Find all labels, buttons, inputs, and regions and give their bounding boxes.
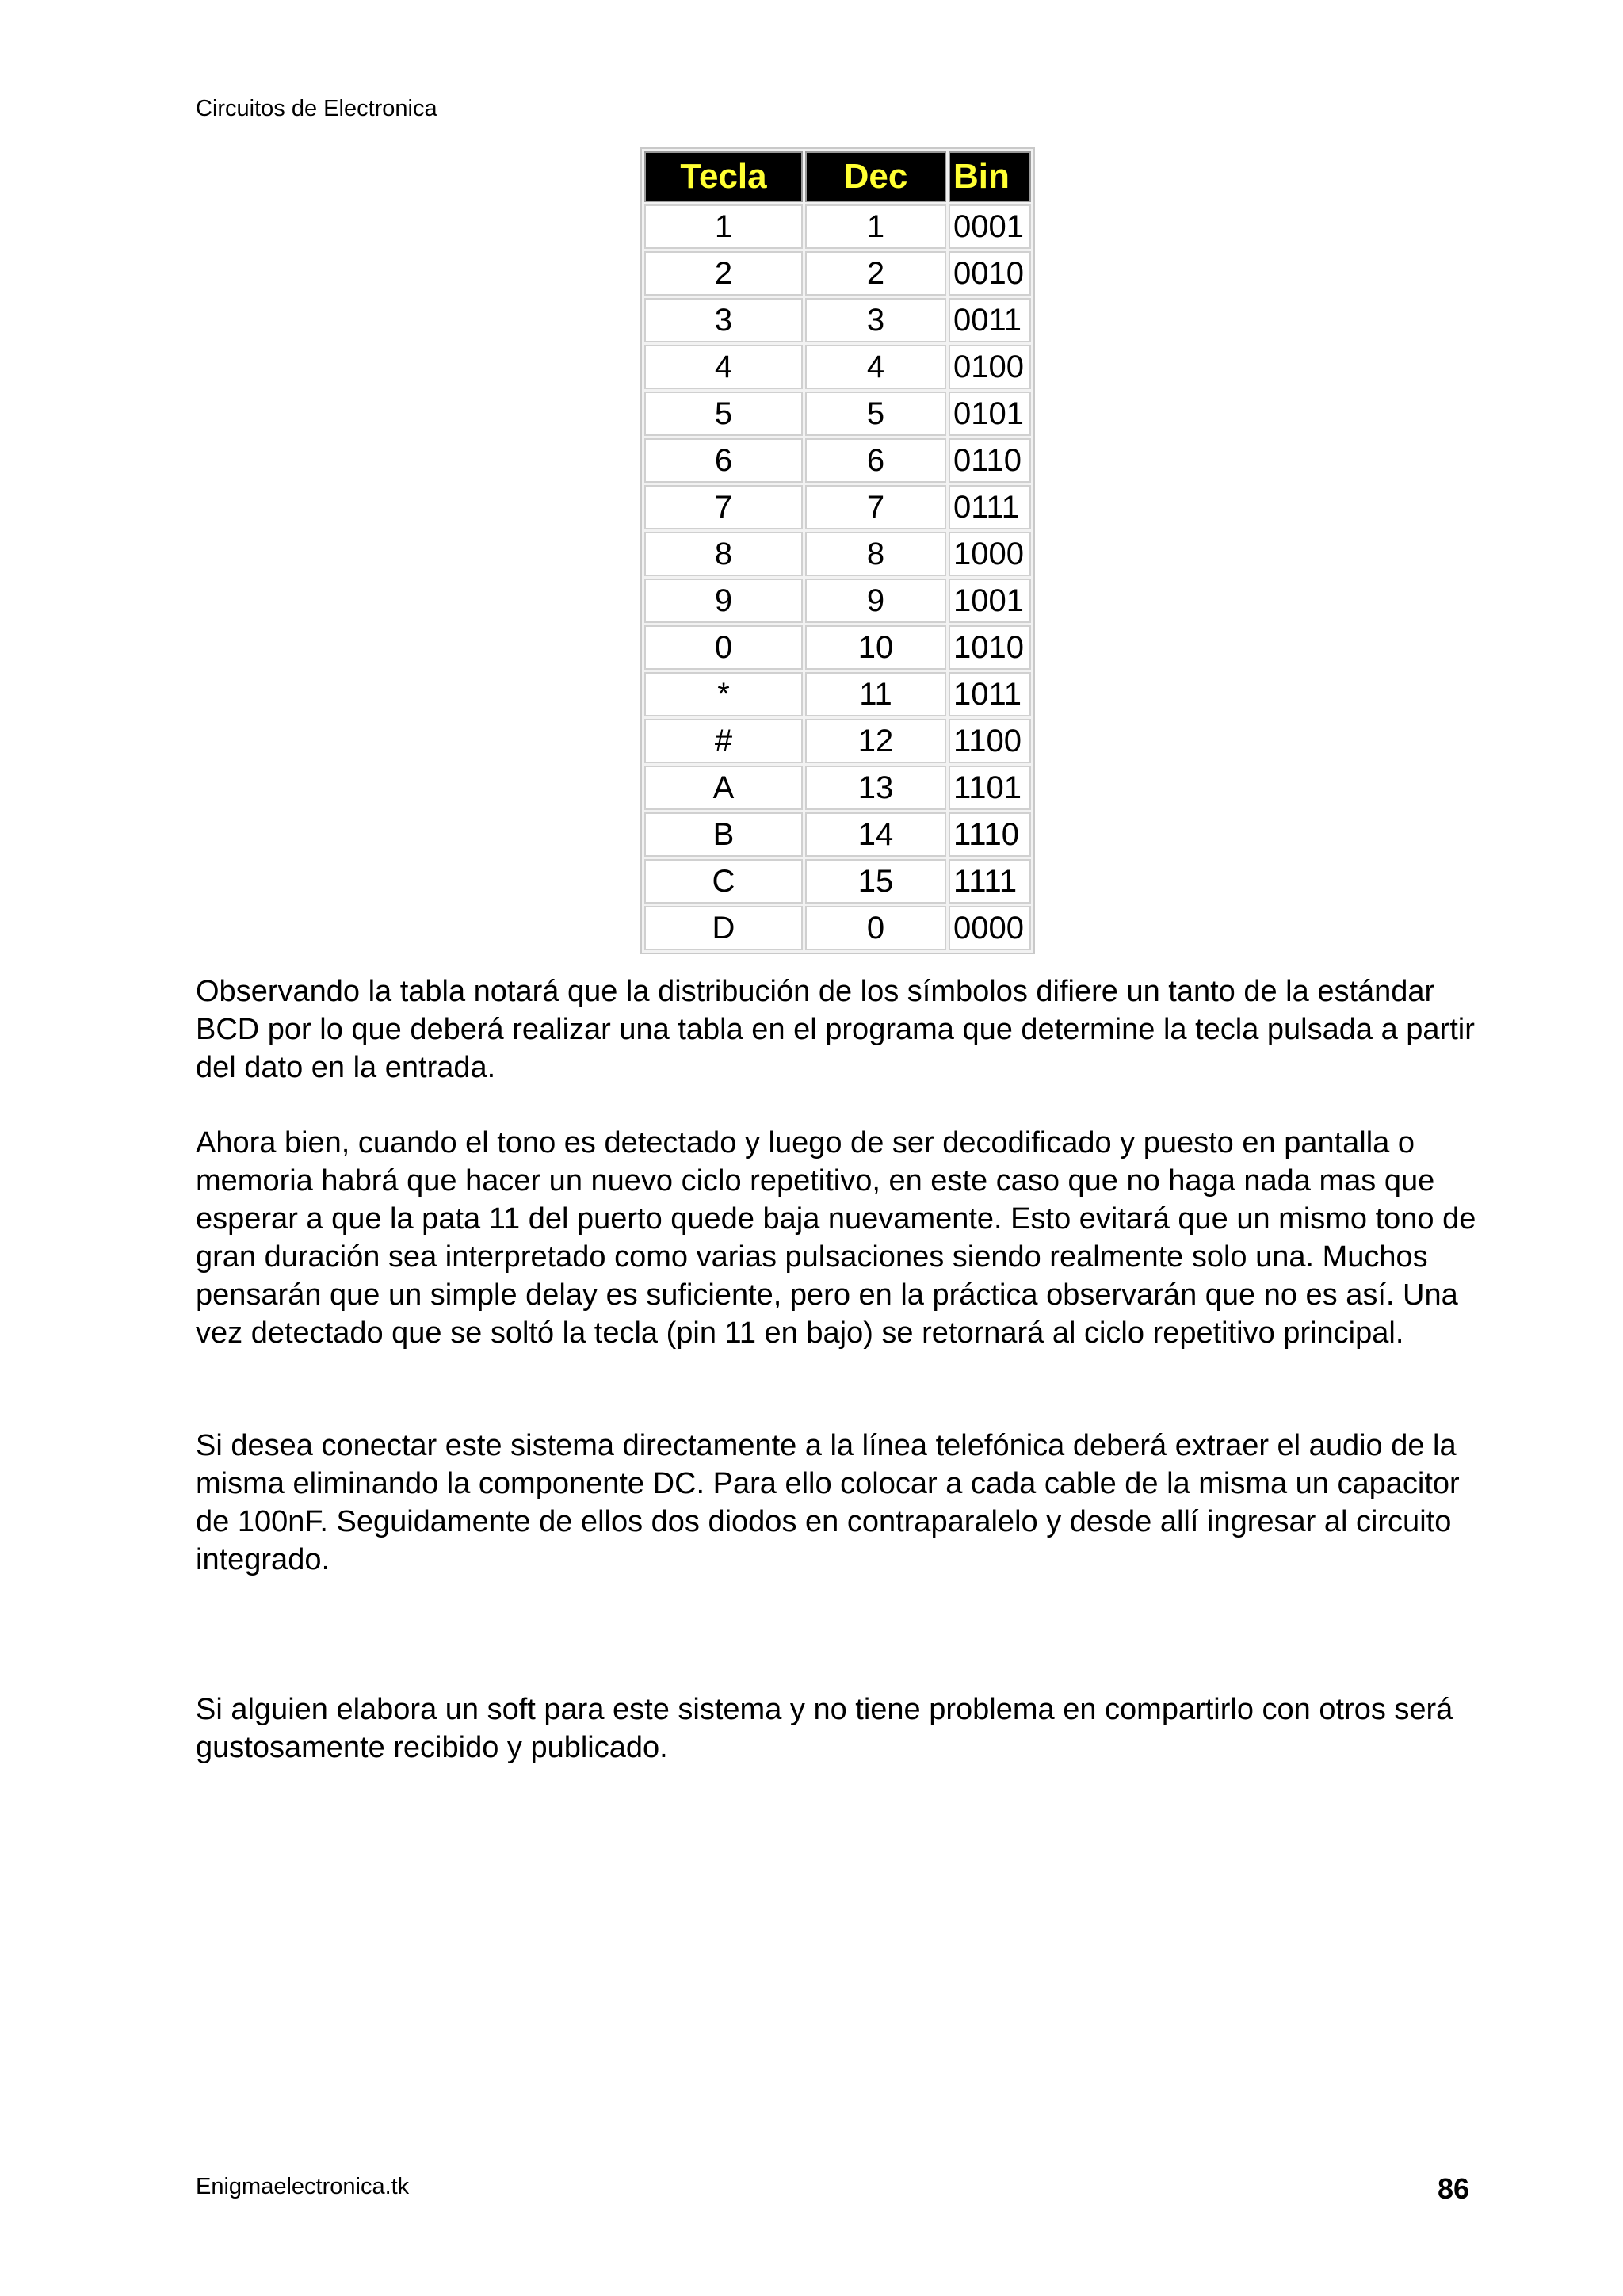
cell-dec: 15 — [805, 859, 946, 904]
cell-tecla: 0 — [644, 625, 803, 670]
table-row — [644, 485, 1031, 529]
cell-dec: 7 — [805, 485, 946, 529]
cell-tecla: A — [644, 766, 803, 810]
paragraph-phone-line: Si desea conectar este sistema directamente a la línea telefónica deberá extraer el audio de la misma eliminando la componente DC. Para ello colocar a cada cable de la misma un capacitor de 100nF. Seguidamente de ellos dos diodos en contraparalelo y desde allí ingresar al circuito integrado. — [196, 1429, 1460, 1576]
cell-tecla: 5 — [644, 392, 803, 436]
table-row — [644, 579, 1031, 623]
cell-dec: 9 — [805, 579, 946, 623]
cell-tecla: 3 — [644, 298, 803, 342]
cell-tecla: 4 — [644, 345, 803, 389]
cell-bin: 0000 — [949, 906, 1031, 950]
cell-dec: 4 — [805, 345, 946, 389]
table-row — [644, 438, 1031, 483]
cell-tecla: 2 — [644, 251, 803, 296]
paragraph-table-note: Observando la tabla notará que la distribución de los símbolos difiere un tanto de la estándar BCD por lo que deberá realizar una tabla en el programa que determine la tecla pulsada a partir del dato en la entrada. — [196, 975, 1475, 1084]
cell-tecla: D — [644, 906, 803, 950]
cell-bin: 1011 — [949, 672, 1031, 716]
cell-bin: 1000 — [949, 532, 1031, 576]
cell-bin: 0100 — [949, 345, 1031, 389]
table-row — [644, 625, 1031, 670]
table-row — [644, 204, 1031, 249]
table-row — [644, 766, 1031, 810]
table-row — [644, 532, 1031, 576]
cell-dec: 2 — [805, 251, 946, 296]
cell-tecla: # — [644, 719, 803, 763]
table-row — [644, 719, 1031, 763]
header-tecla: Tecla — [644, 151, 803, 202]
cell-bin: 0110 — [949, 438, 1031, 483]
cell-tecla: C — [644, 859, 803, 904]
table-row — [644, 859, 1031, 904]
page-number: 86 — [1438, 2172, 1470, 2205]
cell-bin: 1100 — [949, 719, 1031, 763]
cell-dec: 3 — [805, 298, 946, 342]
cell-dec: 5 — [805, 392, 946, 436]
cell-dec: 10 — [805, 625, 946, 670]
table-row — [644, 251, 1031, 296]
cell-dec: 12 — [805, 719, 946, 763]
header-dec: Dec — [805, 151, 946, 202]
cell-bin: 1111 — [949, 859, 1031, 904]
header-bin: Bin — [949, 151, 1031, 202]
cell-tecla: 7 — [644, 485, 803, 529]
cell-bin: 1001 — [949, 579, 1031, 623]
cell-dec: 8 — [805, 532, 946, 576]
page-header: Circuitos de Electronica — [196, 96, 437, 121]
cell-dec: 0 — [805, 906, 946, 950]
footer-site: Enigmaelectronica.tk — [196, 2174, 410, 2199]
cell-tecla: B — [644, 812, 803, 857]
cell-bin: 0010 — [949, 251, 1031, 296]
cell-tecla: * — [644, 672, 803, 716]
cell-dec: 13 — [805, 766, 946, 810]
cell-dec: 11 — [805, 672, 946, 716]
cell-bin: 1101 — [949, 766, 1031, 810]
table-row — [644, 906, 1031, 950]
table-row — [644, 672, 1031, 716]
cell-bin: 0011 — [949, 298, 1031, 342]
cell-dec: 14 — [805, 812, 946, 857]
table-row — [644, 812, 1031, 857]
cell-bin: 1110 — [949, 812, 1031, 857]
cell-dec: 1 — [805, 204, 946, 249]
cell-bin: 0101 — [949, 392, 1031, 436]
cell-bin: 0111 — [949, 485, 1031, 529]
dtmf-code-table — [640, 147, 1035, 954]
table-header-row — [644, 151, 1031, 202]
table-row — [644, 392, 1031, 436]
cell-bin: 1010 — [949, 625, 1031, 670]
table-row — [644, 298, 1031, 342]
cell-tecla: 9 — [644, 579, 803, 623]
cell-dec: 6 — [805, 438, 946, 483]
cell-tecla: 8 — [644, 532, 803, 576]
cell-bin: 0001 — [949, 204, 1031, 249]
paragraph-detection-cycle: Ahora bien, cuando el tono es detectado y luego de ser decodificado y puesto en pantalla o memoria habrá que hacer un nuevo ciclo repetitivo, en este caso que no haga nada mas que esperar a que la pata 11 del puerto quede baja nuevamente. Esto evitará que un mismo tono de gran duración sea interpretado como varias pulsaciones siendo realmente solo una. Muchos pensarán que un simple delay es suficiente, pero en la práctica observarán que no es así. Una vez detectado que se soltó la tecla (pin 11 en bajo) se retornará al ciclo repetitivo principal. — [196, 1126, 1476, 1350]
table-row — [644, 345, 1031, 389]
cell-tecla: 6 — [644, 438, 803, 483]
cell-tecla: 1 — [644, 204, 803, 249]
paragraph-software: Si alguien elabora un soft para este sistema y no tiene problema en compartirlo con otros será gustosamente recibido y publicado. — [196, 1693, 1453, 1764]
